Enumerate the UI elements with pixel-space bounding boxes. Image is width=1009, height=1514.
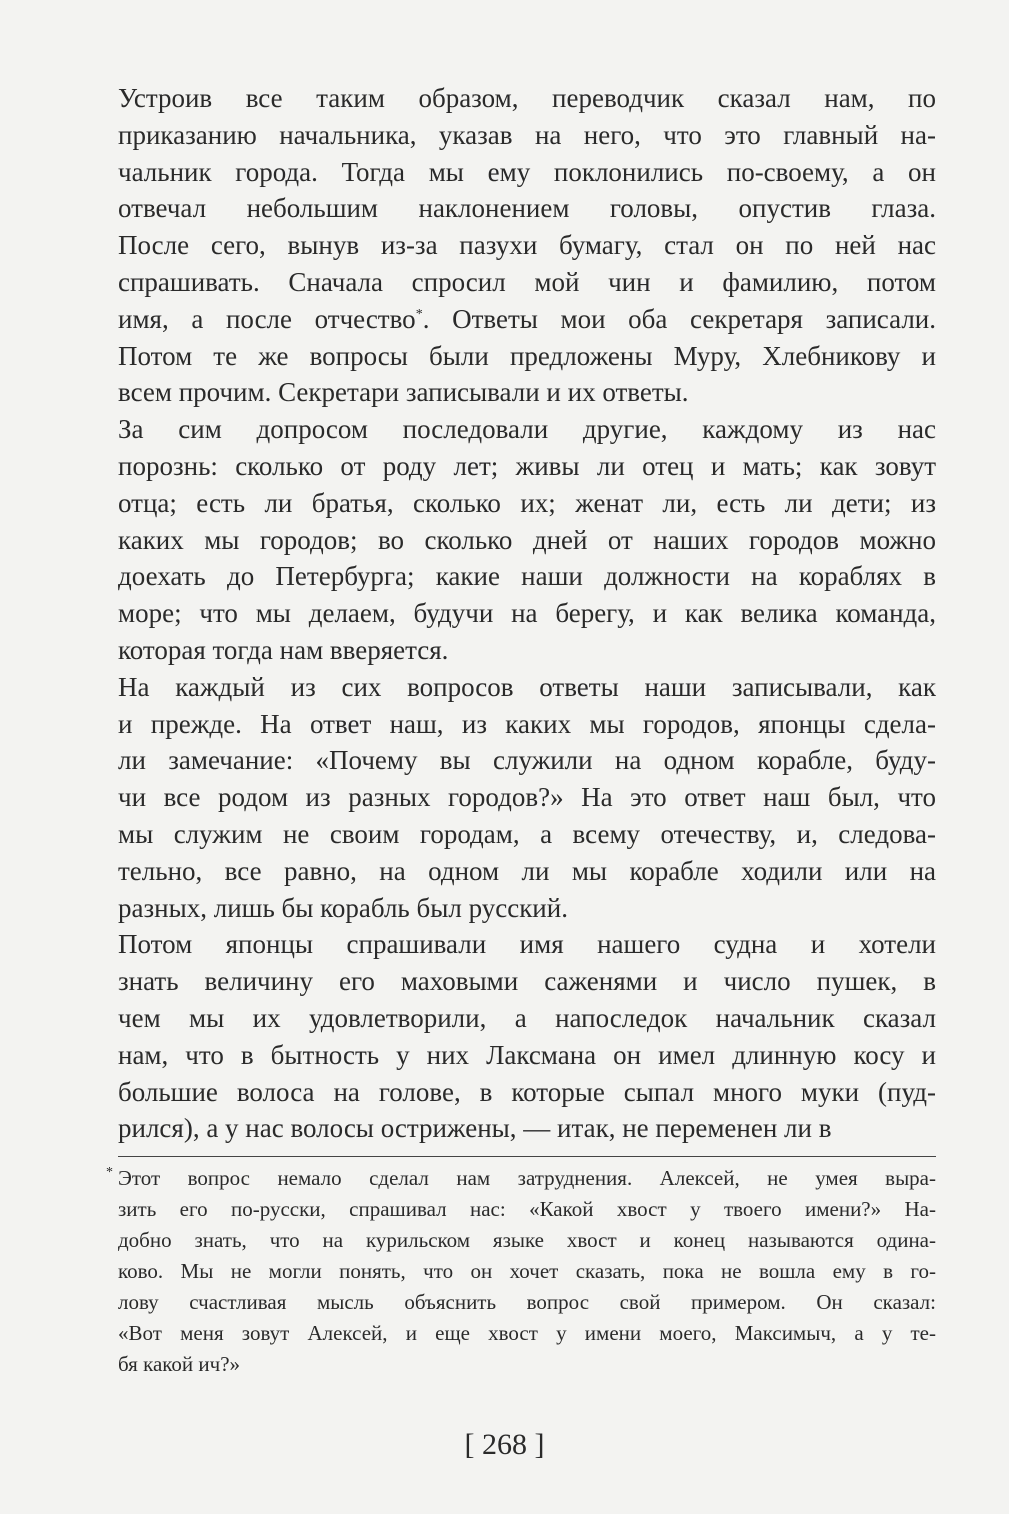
footnote-line: ково. Мы не могли понять, что он хочет сказать, пока не вошла ему в го- bbox=[118, 1259, 936, 1283]
text-line: После сего, вынув из-за пазухи бумагу, стал он по ней нас bbox=[118, 230, 936, 261]
text-line: чальник города. Тогда мы ему поклонились по-своему, а он bbox=[118, 156, 936, 187]
footnote-line: добно знать, что на курильском языке хвост и конец называются одина- bbox=[118, 1228, 936, 1252]
text-line: Потом те же вопросы были предложены Муру, Хлебникову и bbox=[118, 340, 936, 371]
text-line: отвечал небольшим наклонением головы, опустив глаза. bbox=[118, 193, 936, 224]
footnote-ref: * bbox=[415, 306, 423, 322]
footnote-line: лову счастливая мысль объяснить вопрос свой примером. Он сказал: bbox=[118, 1290, 936, 1314]
paragraph bbox=[118, 669, 936, 927]
text-line: порознь: сколько от роду лет; живы ли отец и мать; как зовут bbox=[118, 450, 936, 481]
text-line: разных, лишь бы корабль был русский. bbox=[118, 892, 568, 923]
text-line: море; что мы делаем, будучи на берегу, и как велика команда, bbox=[118, 598, 936, 629]
text-line: На каждый из сих вопросов ответы наши записывали, как bbox=[118, 671, 936, 702]
footnote-line: «Вот меня зовут Алексей, и еще хвост у имени моего, Максимыч, а у те- bbox=[118, 1321, 936, 1345]
footnote-divider bbox=[118, 1156, 936, 1157]
text-line: тельно, все равно, на одном ли мы корабле ходили или на bbox=[118, 855, 936, 886]
footnote-line: Этот вопрос немало сделал нам затруднения. Алексей, не умея выра- bbox=[118, 1166, 936, 1190]
text-line: Устроив все таким образом, переводчик сказал нам, по bbox=[118, 83, 936, 113]
paragraph bbox=[118, 80, 936, 411]
footnote-line: зить его по-русски, спрашивал нас: «Какой хвост у твоего имени?» На- bbox=[118, 1197, 936, 1221]
text-line: чи все родом из разных городов?» На это ответ наш был, что bbox=[118, 782, 936, 813]
text-line: спрашивать. Сначала спросил мой чин и фамилию, потом bbox=[118, 266, 936, 297]
paragraph bbox=[118, 411, 936, 669]
text-line: рился), а у нас волосы острижены, — итак, не переменен ли в bbox=[118, 1113, 832, 1144]
footnote bbox=[106, 1163, 936, 1380]
text-line: мы служим не своим городам, а всему отечеству, и, следова- bbox=[118, 818, 936, 849]
text-line: которая тогда нам вверяется. bbox=[118, 634, 449, 665]
main-text bbox=[118, 80, 936, 1147]
text-line: каких мы городов; во сколько дней от наших городов можно bbox=[118, 524, 936, 555]
text-line: За сим допросом последовали другие, каждому из нас bbox=[118, 414, 936, 445]
footnote-marker: * bbox=[106, 1165, 113, 1180]
text-line: нам, что в бытность у них Лаксмана он имел длинную косу и bbox=[118, 1039, 936, 1070]
text-line: чем мы их удовлетворили, а напоследок начальник сказал bbox=[118, 1002, 936, 1033]
text-line: отца; есть ли братья, сколько их; женат ли, есть ли дети; из bbox=[118, 487, 936, 518]
text-line: приказанию начальника, указав на него, что это главный на- bbox=[118, 119, 936, 150]
footnote-line: бя какой ич?» bbox=[118, 1352, 241, 1376]
page-number: [ 268 ] bbox=[464, 1428, 545, 1461]
paragraph bbox=[118, 926, 936, 1147]
text-line: ли замечание: «Почему вы служили на одном корабле, буду- bbox=[118, 745, 936, 776]
text-line: и прежде. На ответ наш, из каких мы городов, японцы сдела- bbox=[118, 708, 936, 739]
text-line: всем прочим. Секретари записывали и их ответы. bbox=[118, 377, 689, 408]
text-line: доехать до Петербурга; какие наши должности на кораблях в bbox=[118, 561, 936, 592]
text-line: знать величину его маховыми саженями и число пушек, в bbox=[118, 966, 936, 997]
text-line: Потом японцы спрашивали имя нашего судна и хотели bbox=[118, 929, 936, 960]
text-line: большие волоса на голове, в которые сыпал много муки (пуд- bbox=[118, 1076, 936, 1107]
text-line: имя, а после отчество*. Ответы мои оба секретаря записали. bbox=[118, 303, 936, 334]
